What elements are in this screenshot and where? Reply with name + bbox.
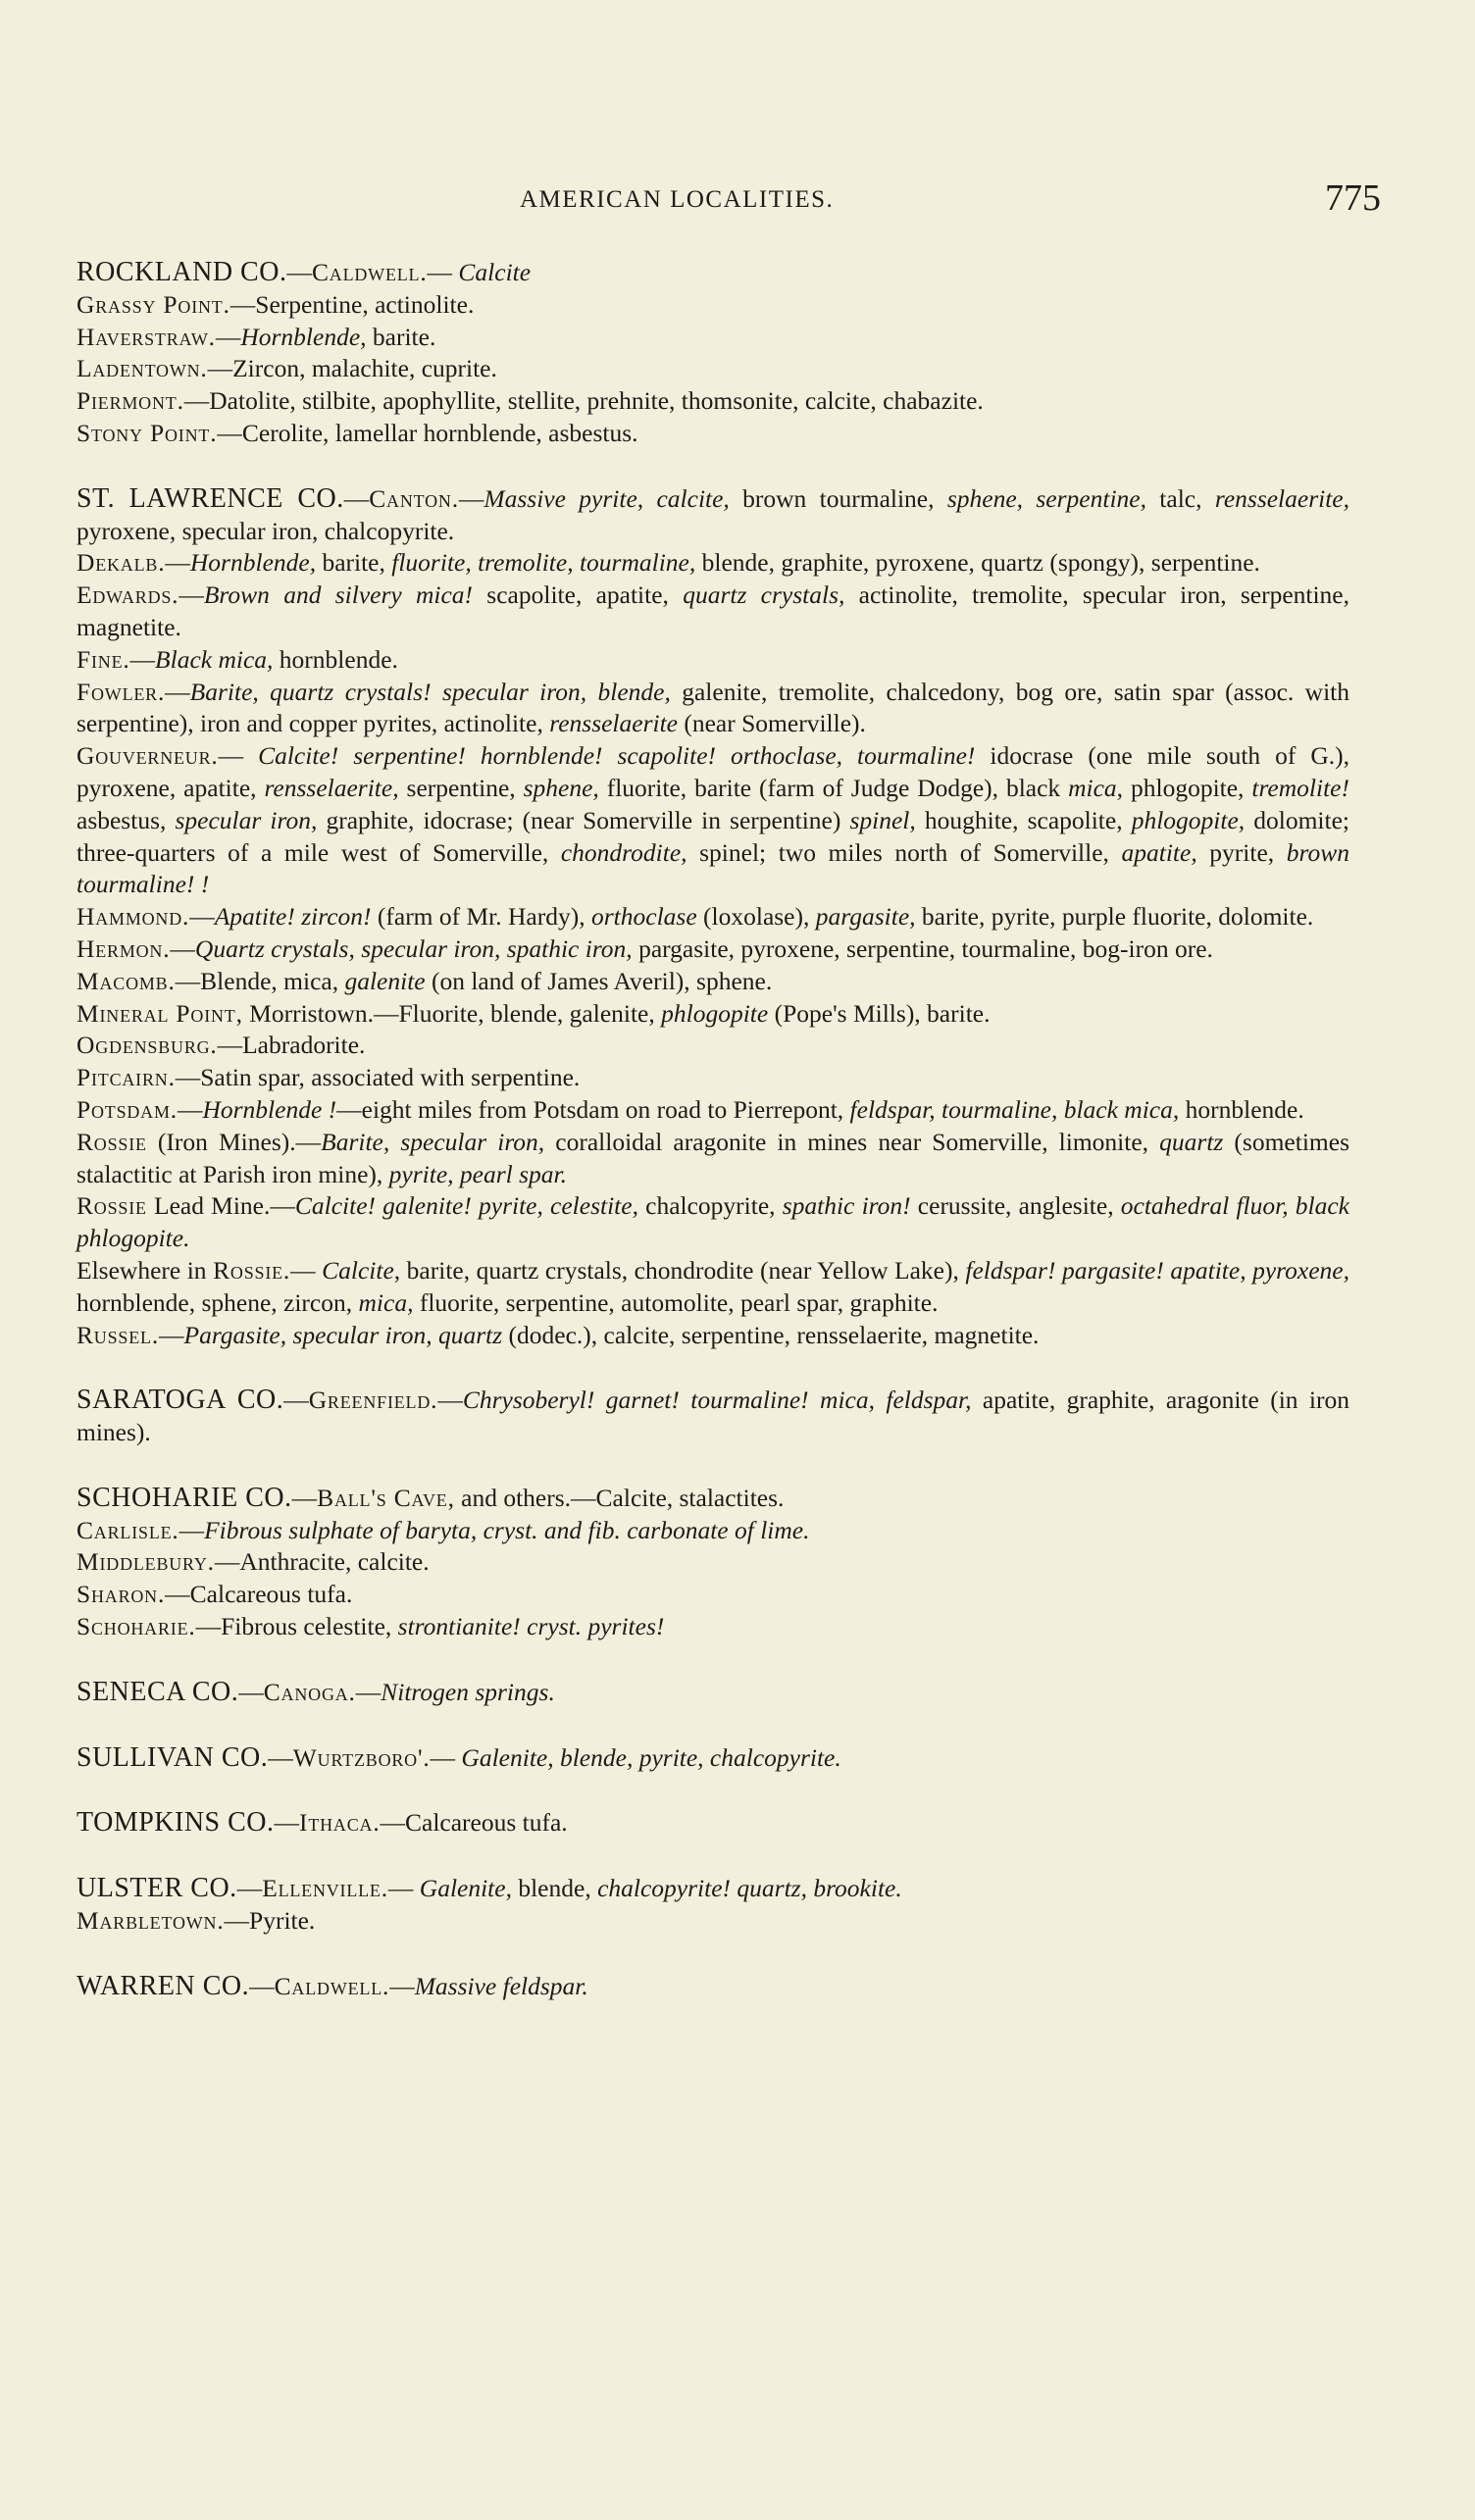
mineral-emphasis: apatite,: [1121, 837, 1197, 867]
entry-text: brown tourmaline,: [729, 483, 947, 513]
county-entry: [76, 1483, 1349, 1515]
mineral-emphasis: rensselaerite: [549, 709, 678, 738]
locality-name: Ellenville.: [262, 1874, 388, 1903]
entry-text: (dodec.), calcite, serpentine, rensselaerite, magnetite.: [502, 1320, 1040, 1349]
entry-text: —: [274, 1808, 300, 1838]
locality-entry: [76, 353, 1349, 385]
entry-text: galenite, tremolite, chalcedony, bog ore, satin spar (assoc. with serpentine), iron and copper pyrites, actinolite,: [76, 677, 1349, 738]
county-entry: [76, 1385, 1349, 1449]
mineral-emphasis: Hornblende !: [202, 1094, 337, 1124]
mineral-emphasis: chondrodite,: [560, 837, 687, 867]
entry-text: asbestus,: [76, 805, 176, 834]
mineral-emphasis: strontianite! cryst. pyrites!: [397, 1612, 665, 1641]
locality-name: Gouverneur.: [76, 741, 219, 771]
locality-entry: [76, 385, 1349, 418]
locality-entry: [76, 933, 1349, 966]
entry-text: and others.—Calcite, stalactites.: [454, 1483, 785, 1512]
entry-text: —: [178, 1515, 205, 1544]
mineral-emphasis: spathic iron!: [782, 1191, 911, 1221]
locality-entry: [76, 1579, 1349, 1611]
locality-entry: [76, 1190, 1349, 1255]
county-entry: [76, 1807, 1349, 1840]
entry-text: (sometimes stalactitic at Parish iron mine),: [76, 1127, 1349, 1188]
locality-name: Ball's Cave,: [317, 1483, 455, 1512]
mineral-emphasis: rensselaerite,: [264, 773, 399, 802]
mineral-emphasis: Massive feldspar.: [414, 1971, 588, 2000]
mineral-emphasis: Hornblende,: [240, 322, 367, 351]
entry-text: barite.: [366, 322, 436, 351]
locality-name: Middlebury.: [76, 1547, 215, 1577]
locality-name: Hammond.: [76, 902, 190, 932]
entry-text: —: [389, 1971, 415, 2000]
locality-entry: [76, 677, 1349, 741]
entry-text: pargasite, pyroxene, serpentine, tourmaline, bog-iron ore.: [632, 933, 1213, 963]
entry-text: —: [283, 1386, 309, 1415]
mineral-emphasis: spinel,: [849, 805, 916, 834]
locality-entry: [76, 1062, 1349, 1094]
entry-text: (on land of James Averil), sphene.: [425, 966, 773, 995]
locality-entry: [76, 1320, 1349, 1352]
entry-text: Lead Mine.—: [146, 1191, 295, 1221]
page-number: 775: [1325, 177, 1381, 219]
county-section: [76, 483, 1349, 1352]
mineral-emphasis: fluorite, tremolite, tourmaline,: [391, 548, 696, 578]
locality-name: Russel.: [76, 1320, 159, 1349]
entry-text: —: [291, 1483, 318, 1512]
mineral-emphasis: Calcite,: [322, 1255, 401, 1285]
entry-text: —: [290, 1255, 323, 1285]
entry-text: —: [189, 902, 215, 932]
mineral-emphasis: sphene,: [523, 773, 599, 802]
mineral-emphasis: pyrite, pearl spar.: [388, 1159, 567, 1188]
entry-text: fluorite, serpentine, automolite, pearl spar, graphite.: [413, 1287, 939, 1317]
mineral-emphasis: mica,: [358, 1287, 414, 1317]
mineral-emphasis: Hornblende,: [189, 548, 317, 578]
locality-name: Wurtzboro'.: [292, 1742, 431, 1772]
locality-entry: [76, 1030, 1349, 1062]
entry-text: barite,: [316, 548, 392, 578]
county-name: SENECA CO.: [76, 1676, 239, 1707]
entry-text: —Fibrous celestite,: [195, 1612, 398, 1641]
entry-text: —: [343, 483, 370, 513]
county-entry: [76, 257, 1349, 289]
entry-text: barite, quartz crystals, chondrodite (near Yellow Lake),: [400, 1255, 966, 1285]
county-name: SCHOHARIE CO.: [76, 1482, 292, 1513]
entry-text: coralloidal aragonite in mines near Somerville, limonite,: [544, 1127, 1160, 1156]
entry-text: talc,: [1145, 483, 1215, 513]
mineral-emphasis: Apatite! zircon!: [214, 902, 372, 932]
entry-text: —eight miles from Potsdam on road to Pierrepont,: [336, 1094, 850, 1124]
mineral-emphasis: Fibrous sulphate of baryta, cryst. and fib. carbonate of lime.: [204, 1515, 810, 1544]
entry-text: (Iron Mines).—: [146, 1127, 322, 1156]
county-name: ROCKLAND CO.: [76, 257, 287, 287]
mineral-emphasis: feldspar! pargasite! apatite, pyroxene,: [965, 1255, 1349, 1285]
entry-text: dolomite; three-quarters of a mile west of Somerville,: [76, 805, 1349, 867]
entry-text: —Calcareous tufa.: [380, 1808, 568, 1838]
mineral-emphasis: Brown and silvery mica!: [203, 580, 474, 610]
mineral-emphasis: Galenite, blende, pyrite, chalcopyrite.: [461, 1742, 841, 1772]
mineral-emphasis: quartz crystals,: [683, 580, 845, 610]
entry-text: phlogopite,: [1123, 773, 1252, 802]
locality-entry: [76, 1611, 1349, 1643]
locality-name: Pitcairn.: [76, 1063, 176, 1092]
county-name: WARREN CO.: [76, 1970, 250, 2001]
locality-name: Canton.: [369, 483, 459, 513]
entry-text: —: [286, 258, 312, 286]
entry-text: —: [387, 1874, 420, 1903]
mineral-emphasis: Barite, specular iron,: [321, 1127, 545, 1156]
mineral-emphasis: phlogopite,: [1131, 805, 1246, 834]
entry-text: blende,: [511, 1874, 598, 1903]
entry-text: actinolite, tremolite, specular iron, serpentine, magnetite.: [76, 580, 1350, 641]
mineral-emphasis: Chrysoberyl! garnet! tourmaline! mica, feldspar,: [462, 1386, 972, 1415]
entry-text: serpentine,: [398, 773, 524, 802]
mineral-emphasis: Barite, quartz crystals! specular iron, blende,: [189, 677, 671, 706]
entry-text: Morristown.—Fluorite, blende, galenite,: [242, 998, 662, 1028]
locality-list: [76, 257, 1349, 2003]
locality-name: Rossie: [76, 1127, 147, 1156]
entry-text: —: [177, 1094, 203, 1124]
entry-text: fluorite, barite (farm of Judge Dodge), black: [598, 773, 1069, 802]
entry-text: —: [437, 1386, 463, 1415]
entry-text: (near Somerville).: [678, 709, 866, 738]
entry-text: —: [430, 1742, 462, 1772]
mineral-emphasis: Nitrogen springs.: [381, 1677, 555, 1706]
county-name: ULSTER CO.: [76, 1873, 237, 1904]
mineral-emphasis: Pargasite, specular iron, quartz: [183, 1320, 503, 1349]
entry-text: pyroxene, specular iron, chalcopyrite.: [76, 516, 455, 545]
locality-name: Caldwell.: [274, 1971, 390, 2000]
locality-entry: [76, 1515, 1349, 1547]
entry-text: —Blende, mica,: [175, 966, 345, 995]
locality-entry: [76, 322, 1349, 354]
entry-text: —Anthracite, calcite.: [214, 1547, 430, 1577]
locality-entry: [76, 901, 1349, 933]
locality-name: Greenfield.: [308, 1386, 438, 1415]
mineral-emphasis: Quartz crystals, specular iron, spathic iron,: [194, 933, 633, 963]
entry-text: apatite, graphite, aragonite (in iron mines).: [76, 1386, 1349, 1447]
entry-text: —: [159, 1320, 184, 1349]
mineral-emphasis: Galenite,: [419, 1874, 512, 1903]
county-name: SULLIVAN CO.: [76, 1741, 269, 1773]
county-entry: [76, 483, 1349, 548]
entry-text: chalcopyrite,: [637, 1191, 783, 1221]
locality-name: Sharon.: [76, 1580, 166, 1609]
mineral-emphasis: pargasite,: [815, 902, 916, 932]
locality-entry: [76, 1094, 1349, 1127]
county-name: ST. LAWRENCE CO.: [76, 482, 344, 514]
locality-entry: [76, 998, 1349, 1031]
entry-text: —: [129, 644, 156, 674]
locality-entry: [76, 580, 1349, 644]
entry-text: —: [268, 1742, 293, 1772]
county-entry: [76, 1873, 1349, 1905]
county-section: [76, 1742, 1349, 1775]
county-entry: [76, 1742, 1349, 1775]
entry-text: cerussite, anglesite,: [910, 1191, 1121, 1221]
entry-text: —: [427, 258, 459, 286]
entry-text: spinel; two miles north of Somerville,: [687, 837, 1122, 867]
locality-name: Dekalb.: [76, 548, 166, 578]
locality-entry: [76, 1546, 1349, 1579]
entry-text: (Pope's Mills), barite.: [768, 998, 991, 1028]
entry-text: —: [218, 741, 259, 771]
county-name: TOMPKINS CO.: [76, 1807, 275, 1839]
entry-text: —Calcareous tufa.: [165, 1580, 353, 1609]
mineral-emphasis: mica,: [1068, 773, 1124, 802]
running-title: AMERICAN LOCALITIES.: [520, 186, 835, 213]
locality-name: Mineral Point,: [76, 998, 243, 1028]
entry-text: hornblende.: [1179, 1094, 1304, 1124]
mineral-emphasis: chalcopyrite! quartz, brookite.: [597, 1874, 902, 1903]
mineral-emphasis: Calcite: [458, 258, 532, 286]
locality-entry: [76, 547, 1349, 580]
locality-entry: [76, 418, 1349, 450]
entry-text: —: [249, 1971, 275, 2000]
locality-entry: [76, 966, 1349, 998]
mineral-emphasis: Calcite! galenite! pyrite, celestite,: [294, 1191, 638, 1221]
county-section: [76, 1385, 1349, 1449]
locality-name: Fowler.: [76, 677, 166, 706]
locality-name: Grassy Point.: [76, 289, 230, 319]
mineral-emphasis: brown tourmaline! !: [76, 837, 1349, 899]
mineral-emphasis: octahedral fluor, black phlogopite.: [76, 1191, 1349, 1253]
locality-entry: [76, 644, 1349, 677]
county-entry: [76, 1971, 1349, 2003]
mineral-emphasis: galenite: [344, 966, 426, 995]
mineral-emphasis: Calcite! serpentine! hornblende! scapolite! orthoclase, tourmaline!: [258, 741, 976, 771]
entry-text: —: [170, 933, 195, 963]
entry-text: —Labradorite.: [217, 1031, 366, 1060]
entry-text: scapolite, apatite,: [473, 580, 684, 610]
mineral-emphasis: Black mica,: [155, 644, 274, 674]
locality-name: Ogdensburg.: [76, 1031, 218, 1060]
locality-entry: [76, 1255, 1349, 1320]
locality-entry: [76, 1127, 1349, 1191]
entry-text: pyrite,: [1196, 837, 1287, 867]
county-section: [76, 1677, 1349, 1709]
entry-text: idocrase (one mile south of G.), pyroxene, apatite,: [76, 741, 1350, 802]
entry-text: —: [165, 677, 190, 706]
mineral-emphasis: Massive pyrite, calcite,: [483, 483, 730, 513]
county-section: [76, 1873, 1349, 1938]
mineral-emphasis: rensselaerite,: [1214, 483, 1349, 513]
mineral-emphasis: specular iron,: [175, 805, 318, 834]
entry-text: hornblende, sphene, zircon,: [76, 1287, 359, 1317]
entry-text: —: [458, 483, 484, 513]
locality-name: Marbletown.: [76, 1906, 225, 1936]
entry-text: —Satin spar, associated with serpentine.: [175, 1063, 581, 1092]
entry-text: barite, pyrite, purple fluorite, dolomite.: [915, 902, 1314, 932]
mineral-emphasis: orthoclase: [591, 902, 697, 932]
entry-text: —Pyrite.: [224, 1906, 316, 1936]
locality-name: Rossie: [76, 1191, 147, 1221]
entry-text: —: [165, 548, 190, 578]
county-section: [76, 257, 1349, 450]
entry-text: —: [238, 1677, 264, 1706]
locality-name: Ithaca.: [299, 1808, 381, 1838]
entry-text: —: [178, 580, 204, 610]
locality-name: Edwards.: [76, 580, 179, 610]
entry-text: Elsewhere in: [76, 1255, 214, 1285]
locality-name: Caldwell.: [311, 258, 428, 286]
mineral-emphasis: feldspar, tourmaline, black mica,: [849, 1094, 1180, 1124]
locality-entry: [76, 1905, 1349, 1938]
locality-name: Stony Point.: [76, 418, 218, 447]
entry-text: hornblende.: [273, 644, 398, 674]
entry-text: —Cerolite, lamellar hornblende, asbestus.: [217, 418, 638, 447]
locality-name: Hermon.: [76, 933, 171, 963]
county-section: [76, 1807, 1349, 1840]
entry-text: —Zircon, malachite, cuprite.: [207, 354, 497, 383]
locality-entry: [76, 740, 1349, 901]
locality-entry: [76, 289, 1349, 322]
locality-name: Macomb.: [76, 966, 176, 995]
locality-name: Potsdam.: [76, 1094, 178, 1124]
mineral-emphasis: phlogopite: [661, 998, 769, 1028]
mineral-emphasis: quartz: [1159, 1127, 1224, 1156]
page-header: [0, 177, 1475, 222]
entry-text: —: [215, 322, 241, 351]
entry-text: —: [236, 1874, 263, 1903]
locality-name: Ladentown.: [76, 354, 208, 383]
mineral-emphasis: tremolite!: [1251, 773, 1349, 802]
entry-text: (farm of Mr. Hardy),: [371, 902, 591, 932]
locality-name: Rossie.: [213, 1255, 291, 1285]
county-name: SARATOGA CO.: [76, 1385, 284, 1416]
mineral-emphasis: sphene, serpentine,: [946, 483, 1146, 513]
entry-text: graphite, idocrase; (near Somerville in serpentine): [317, 805, 850, 834]
entry-text: blende, graphite, pyroxene, quartz (spongy), serpentine.: [695, 548, 1260, 578]
entry-text: (loxolase),: [696, 902, 816, 932]
county-section: [76, 1971, 1349, 2003]
entry-text: —: [355, 1677, 381, 1706]
locality-name: Canoga.: [263, 1677, 356, 1706]
entry-text: —Serpentine, actinolite.: [229, 289, 475, 319]
county-section: [76, 1483, 1349, 1643]
locality-name: Haverstraw.: [76, 322, 216, 351]
locality-name: Fine.: [76, 644, 130, 674]
entry-text: houghite, scapolite,: [915, 805, 1132, 834]
locality-name: Piermont.: [76, 386, 184, 416]
entry-text: —Datolite, stilbite, apophyllite, stellite, prehnite, thomsonite, calcite, chabazite.: [183, 386, 984, 416]
county-entry: [76, 1677, 1349, 1709]
locality-name: Schoharie.: [76, 1612, 196, 1641]
locality-name: Carlisle.: [76, 1515, 179, 1544]
